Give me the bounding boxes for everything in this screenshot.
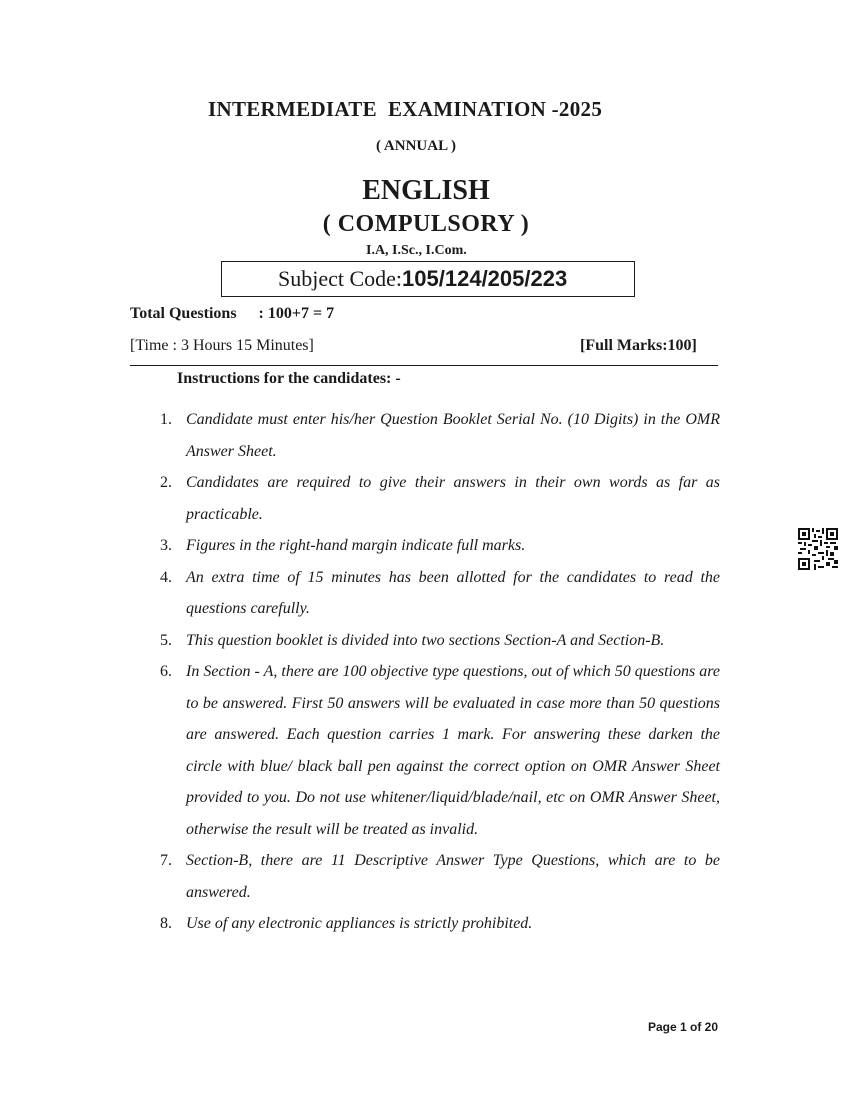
instruction-text: Use of any electronic appliances is strictly prohibited. (186, 915, 533, 932)
instruction-number: 1. (160, 411, 172, 428)
total-questions (130, 305, 334, 323)
instruction-item (160, 656, 720, 845)
exam-title: INTERMEDIATE EXAMINATION -2025 (208, 97, 603, 121)
streams: I.A, I.Sc., I.Com. (366, 243, 467, 258)
divider (130, 365, 718, 366)
subject-code-value: 105/124/205/223 (402, 266, 568, 291)
subject-code-box (221, 261, 635, 297)
exam-session: ( ANNUAL ) (376, 138, 457, 154)
instruction-text: Figures in the right-hand margin indicate full marks. (186, 537, 526, 554)
total-questions-label: Total Questions (130, 305, 237, 322)
instructions-title: Instructions for the candidates: - (177, 370, 401, 387)
instruction-number: 4. (160, 568, 172, 586)
instruction-item (160, 404, 720, 467)
instruction-number: 5. (160, 631, 172, 649)
instruction-text: Candidates are required to give their answers in their own words as far as practicable. (186, 474, 720, 523)
instruction-text: In Section - A, there are 100 objective type questions, out of which 50 questions are to be answered. First 50 answers will be evaluated in case more than 50 questions are answered. Each question carries 1 mark. For answering these darken the circle with blue/ black ball pen against the correct option on OMR Answer Sheet provided to you. Do not use whitener/liquid/blade/nail, etc on OMR Answer Sheet, otherwise the result will be treated as invalid. (186, 663, 720, 838)
instruction-item (160, 530, 720, 562)
total-questions-value: : 100+7 = 7 (258, 305, 335, 322)
page-number: Page 1 of 20 (648, 1020, 719, 1034)
subject-code-label: Subject Code: (278, 266, 403, 291)
instruction-text: Section-B, there are 11 Descriptive Answer Type Questions, which are to be answered. (186, 852, 720, 901)
instruction-item (160, 562, 720, 625)
instruction-number: 6. (160, 663, 172, 680)
qr-code-icon (798, 528, 838, 570)
full-marks: [Full Marks:100] (580, 337, 697, 354)
subject-subtitle: ( COMPULSORY ) (322, 211, 530, 237)
instruction-number: 8. (160, 915, 172, 932)
instruction-number: 2. (160, 474, 172, 491)
subject-title: ENGLISH (362, 175, 490, 206)
instruction-item (160, 845, 720, 908)
exam-time: [Time : 3 Hours 15 Minutes] (130, 337, 314, 354)
instruction-number: 7. (160, 852, 172, 869)
instructions-list (160, 404, 720, 940)
instruction-item (160, 467, 720, 530)
instruction-text: An extra time of 15 minutes has been allotted for the candidates to read the questions carefully. (186, 568, 720, 617)
instruction-item (160, 625, 720, 657)
instruction-number: 3. (160, 537, 172, 554)
instruction-item (160, 908, 720, 940)
instruction-text: Candidate must enter his/her Question Booklet Serial No. (10 Digits) in the OMR Answer Sheet. (186, 411, 720, 460)
instruction-text: This question booklet is divided into two sections Section-A and Section-B. (186, 631, 665, 649)
